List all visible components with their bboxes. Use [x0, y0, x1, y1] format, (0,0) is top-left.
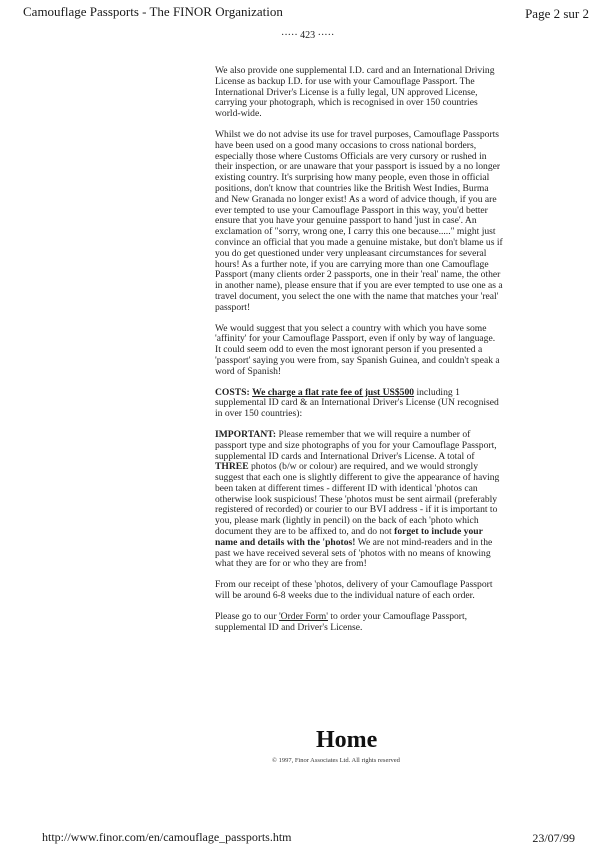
- paragraph-country-selection: We would suggest that you select a country with which you have some 'affinity' for your Camouflage Passport, even if only by way of language. It could seem odd to even the most ignorant person if you presented a 'passport' saying you were from, say Spanish Guinea, and couldn't speak a word of Spanish!: [215, 322, 500, 377]
- costs-label: COSTS:: [215, 386, 250, 398]
- paragraph-travel-advice: Whilst we do not advise its use for travel purposes, Camouflage Passports have been used on a good many occasions to cross national borders, especially those where Customs Officials are very cursory or rushed in their inspection, or are unaware that your passport is issued by a no longer existing country. It's surprising how many people, even those in official positions, don't know that countries like the British West Indies, Burma and New Granada no longer exist! As a word of advice though, if you are ever tempted to use your Camouflage Passport in this way, you'd better ensure that you have your genuine passport to hand 'just in case'. An exclamation of "sorry, wrong one, I carry this one because....." might just convince an official that you made a genuine mistake, but don't blame us if you do get questioned under very unpleasant circumstances for several hours! As a further note, if you are carrying more than one Camouflage Passport (many clients order 2 passports, one in their 'real' name, the other in another name), please ensure that if you are ever tempted to use one as a travel document, you select the one with the name that matches your 'real' passport!: [215, 128, 503, 313]
- page-indicator: Page 2 sur 2: [525, 6, 589, 21]
- photo-reminder: forget to include your name and details with the 'photos!: [215, 526, 483, 548]
- copyright-notice: © 1997, Finor Associates Ltd. All rights reserved: [272, 757, 400, 764]
- photo-count: THREE: [215, 461, 249, 473]
- paragraph-important: IMPORTANT: Please remember that we will require a number of passport type and size photographs of you for your Camouflage Passport, supplemental ID cards and International Driver's License. A total of THREE photos (b/w or colour) are required, and we would strongly suggest that each one is slightly different to give the appearance of having been taken at different times - different ID with identical 'photos can otherwise look suspicious! These 'photos must be sent airmail (preferably registered of recorded) or courier to our BVI address - if it is important to you, please mark (lightly in pencil) on the back of each 'photo which document they are to be affixed to, and do not forget to include your name and details with the 'photos! We are not mind-readers and in the past we have received several sets of 'photos with no means of knowing what they are for or who they are from!: [215, 428, 500, 570]
- footer-date: 23/07/99: [532, 831, 575, 845]
- footer-url: http://www.finor.com/en/camouflage_passports.htm: [42, 830, 292, 844]
- paragraph-costs: [215, 388, 503, 420]
- page-number: ····· 423 ·····: [281, 30, 335, 41]
- paragraph-delivery: From our receipt of these 'photos, delivery of your Camouflage Passport will be around 6-8 weeks due to the individual nature of each order.: [215, 579, 493, 602]
- paragraph-order: Please go to our 'Order Form' to order your Camouflage Passport, supplemental ID and Driver's License.: [215, 610, 468, 633]
- paragraph-id-card: We also provide one supplemental I.D. card and an International Driving License as backup I.D. for use with your Camouflage Passport. The International Driver's License is a fully legal, UN approved License, carrying your photograph, which is recognised in over 150 countries world-wide.: [215, 65, 495, 120]
- important-label: IMPORTANT:: [215, 428, 277, 440]
- home-link[interactable]: Home: [316, 727, 378, 753]
- document-title: Camouflage Passports - The FINOR Organization: [23, 4, 283, 19]
- order-form-link[interactable]: 'Order Form': [278, 610, 328, 622]
- costs-highlight: We charge a flat rate fee of just US$500: [252, 386, 415, 398]
- main-content: [215, 66, 503, 643]
- costs-details: including 1 supplemental ID card & an International Driver's License (UN recognised in over 150 countries):: [215, 386, 499, 420]
